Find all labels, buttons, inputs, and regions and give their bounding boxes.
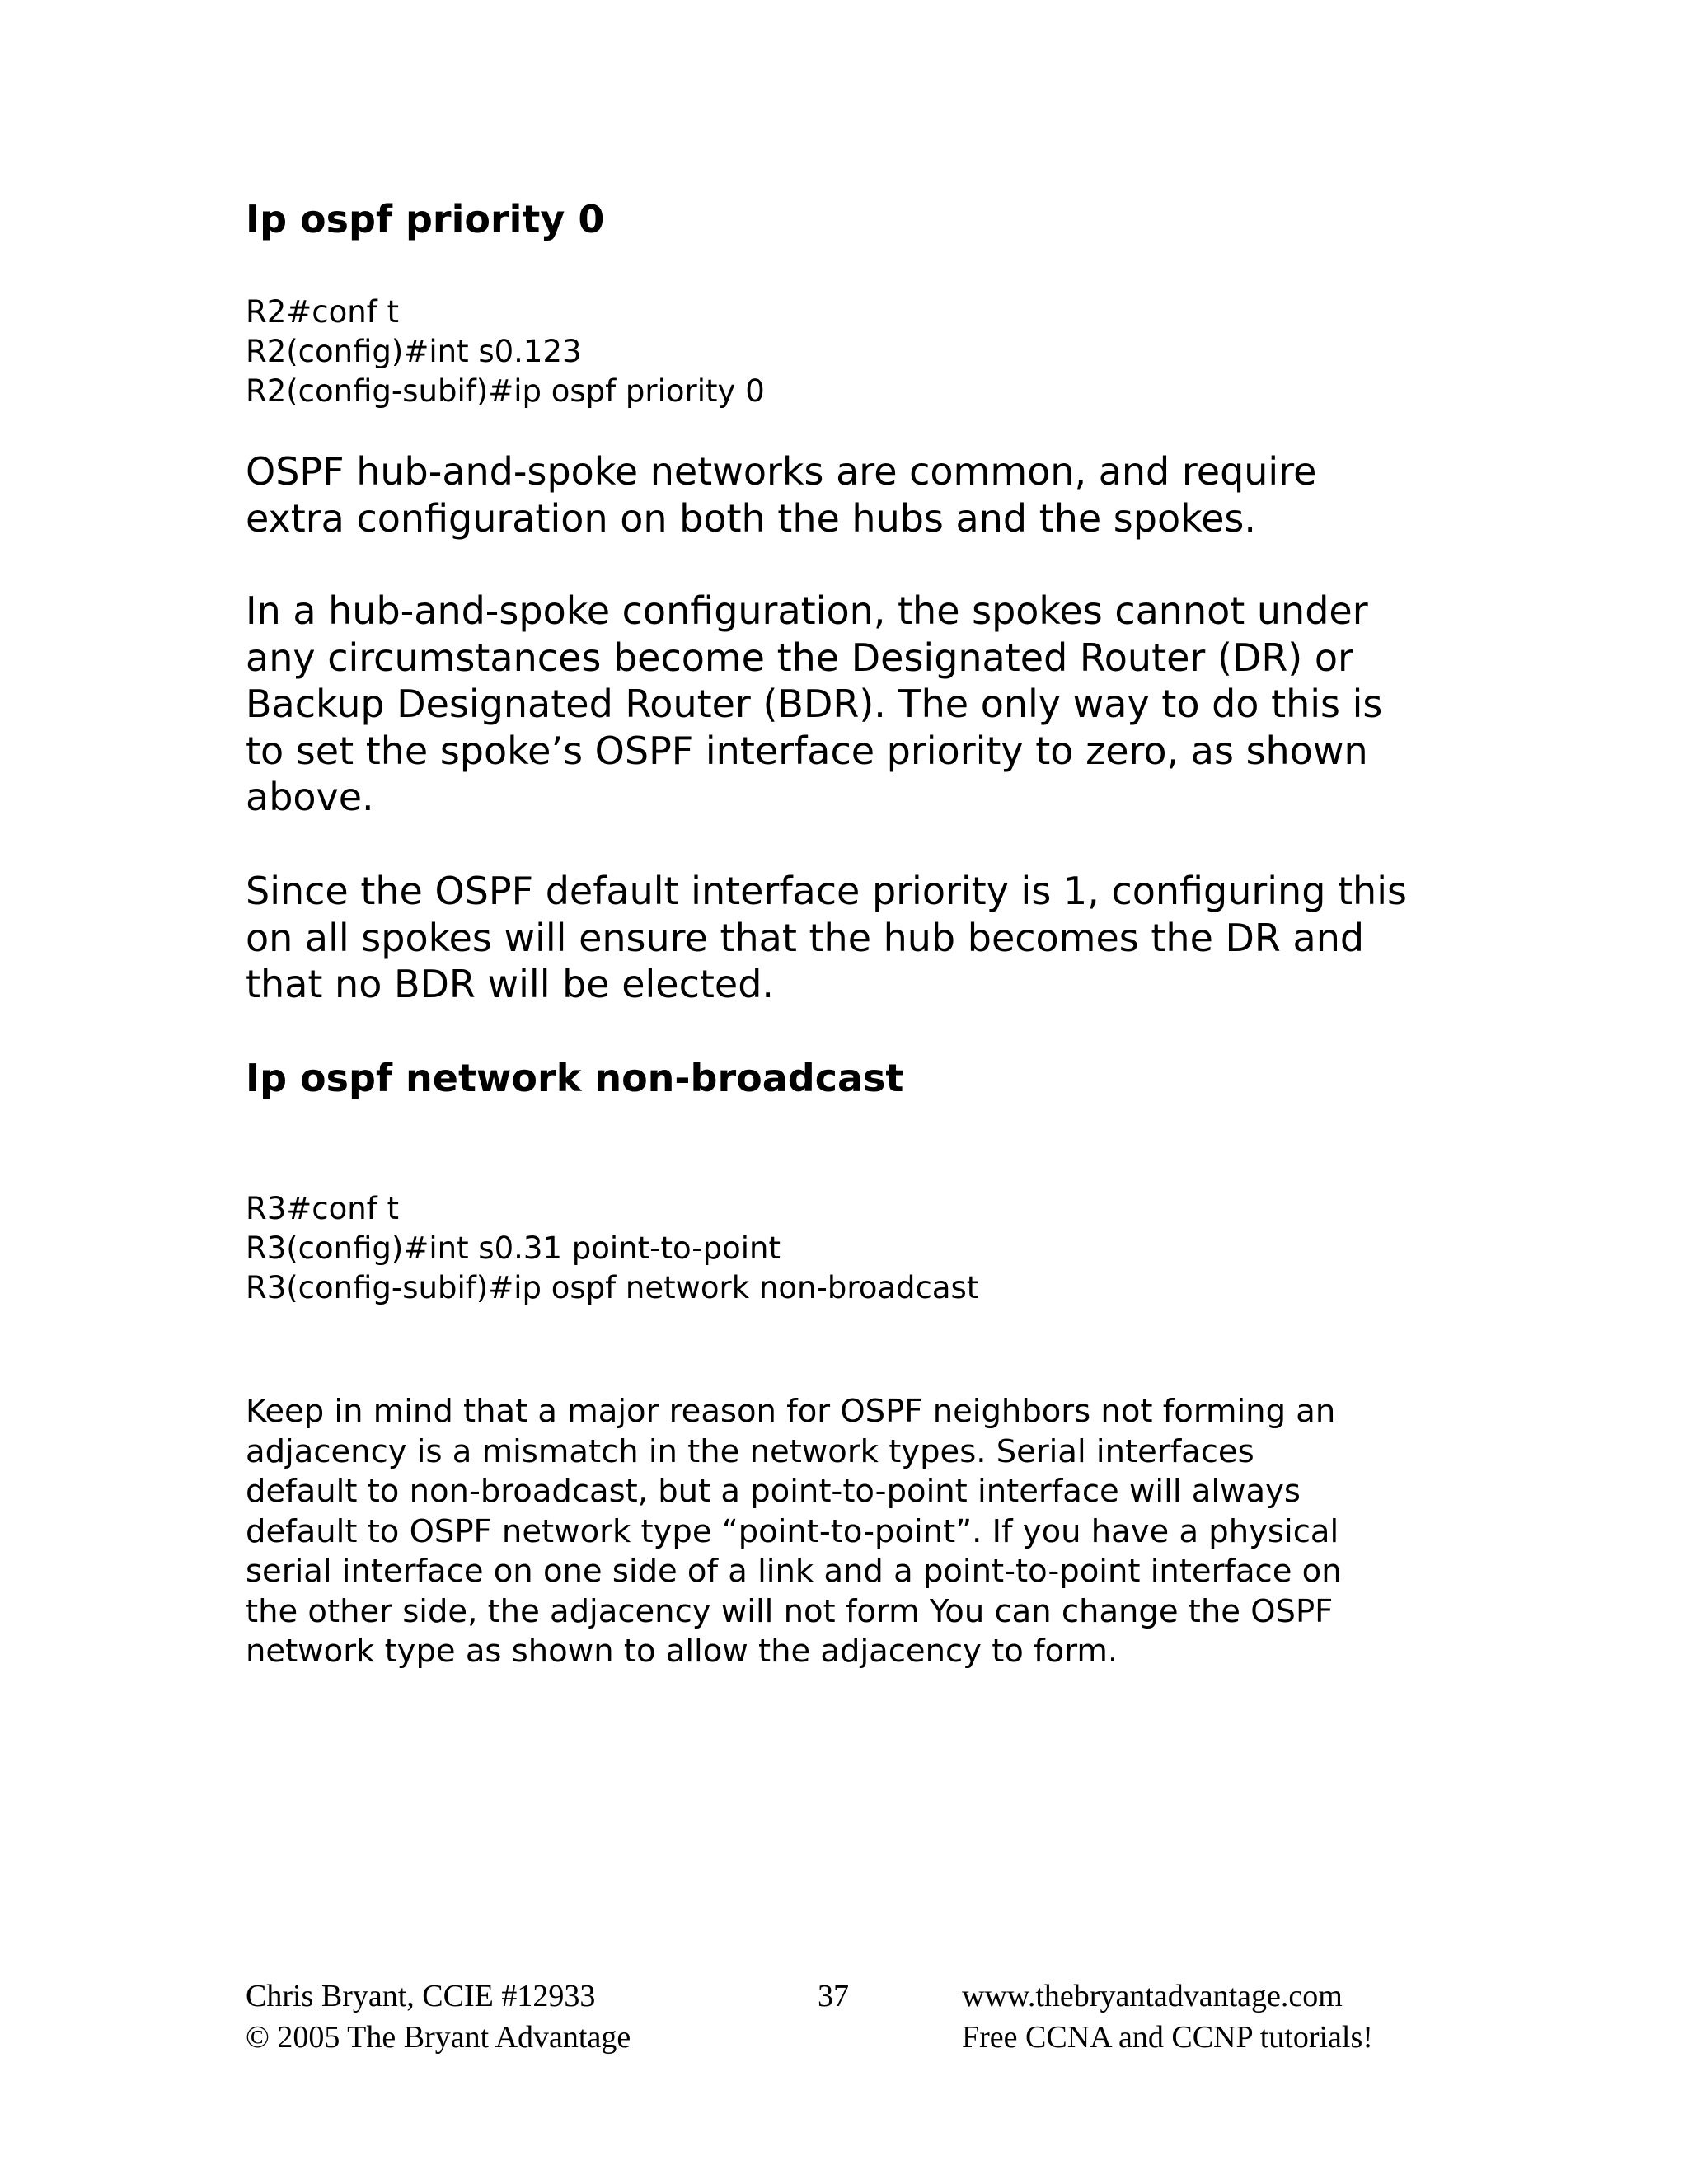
text-line: above.	[246, 775, 374, 819]
footer-left	[246, 1975, 631, 2058]
code-line: R2(config-subif)#ip ospf priority 0	[246, 373, 765, 409]
text-line: that no BDR will be elected.	[246, 962, 775, 1006]
paragraph-hub-spoke-dr	[246, 588, 1482, 821]
text-line: Keep in mind that a major reason for OSPF neighbors not forming an	[246, 1393, 1336, 1430]
code-line: R2(config)#int s0.123	[246, 334, 582, 369]
code-block-network-type	[246, 1189, 978, 1308]
code-line: R3#conf t	[246, 1191, 399, 1226]
paragraph-hub-spoke-intro	[246, 448, 1482, 541]
code-line: R3(config)#int s0.31 point-to-point	[246, 1230, 781, 1266]
text-line: adjacency is a mismatch in the network types. Serial interfaces	[246, 1432, 1254, 1470]
footer-website: www.thebryantadvantage.com	[962, 1979, 1343, 2013]
code-block-priority	[246, 293, 765, 411]
text-line: on all spokes will ensure that the hub becomes the DR and	[246, 915, 1365, 960]
footer-center	[818, 1975, 849, 2017]
text-line: to set the spoke’s OSPF interface priority to zero, as shown	[246, 728, 1368, 773]
paragraph-network-mismatch	[246, 1392, 1482, 1672]
footer-author: Chris Bryant, CCIE #12933	[246, 1979, 596, 2013]
footer-right	[962, 1975, 1373, 2058]
text-line: default to OSPF network type “point-to-point”. If you have a physical	[246, 1512, 1339, 1550]
text-line: any circumstances become the Designated Router (DR) or	[246, 635, 1353, 680]
page-number: 37	[818, 1979, 849, 2013]
code-line: R2#conf t	[246, 294, 399, 330]
paragraph-default-priority	[246, 868, 1482, 1008]
section-heading-network-type: Ip ospf network non-broadcast	[246, 1056, 904, 1100]
text-line: In a hub-and-spoke configuration, the spokes cannot under	[246, 588, 1368, 633]
footer-tagline: Free CCNA and CCNP tutorials!	[962, 2020, 1373, 2055]
text-line: Backup Designated Router (BDR). The only way to do this is	[246, 682, 1383, 726]
text-line: the other side, the adjacency will not form You can change the OSPF	[246, 1592, 1334, 1630]
text-line: serial interface on one side of a link and a point-to-point interface on	[246, 1553, 1342, 1590]
text-line: OSPF hub-and-spoke networks are common, and require	[246, 449, 1317, 494]
text-line: network type as shown to allow the adjacency to form.	[246, 1633, 1118, 1670]
footer-copyright: © 2005 The Bryant Advantage	[246, 2020, 631, 2055]
section-heading-priority: Ip ospf priority 0	[246, 197, 605, 241]
text-line: Since the OSPF default interface priority is 1, configuring this	[246, 869, 1407, 913]
text-line: extra configuration on both the hubs and the spokes.	[246, 495, 1256, 541]
code-line: R3(config-subif)#ip ospf network non-broadcast	[246, 1270, 979, 1305]
text-line: default to non-broadcast, but a point-to-point interface will always	[246, 1473, 1301, 1510]
